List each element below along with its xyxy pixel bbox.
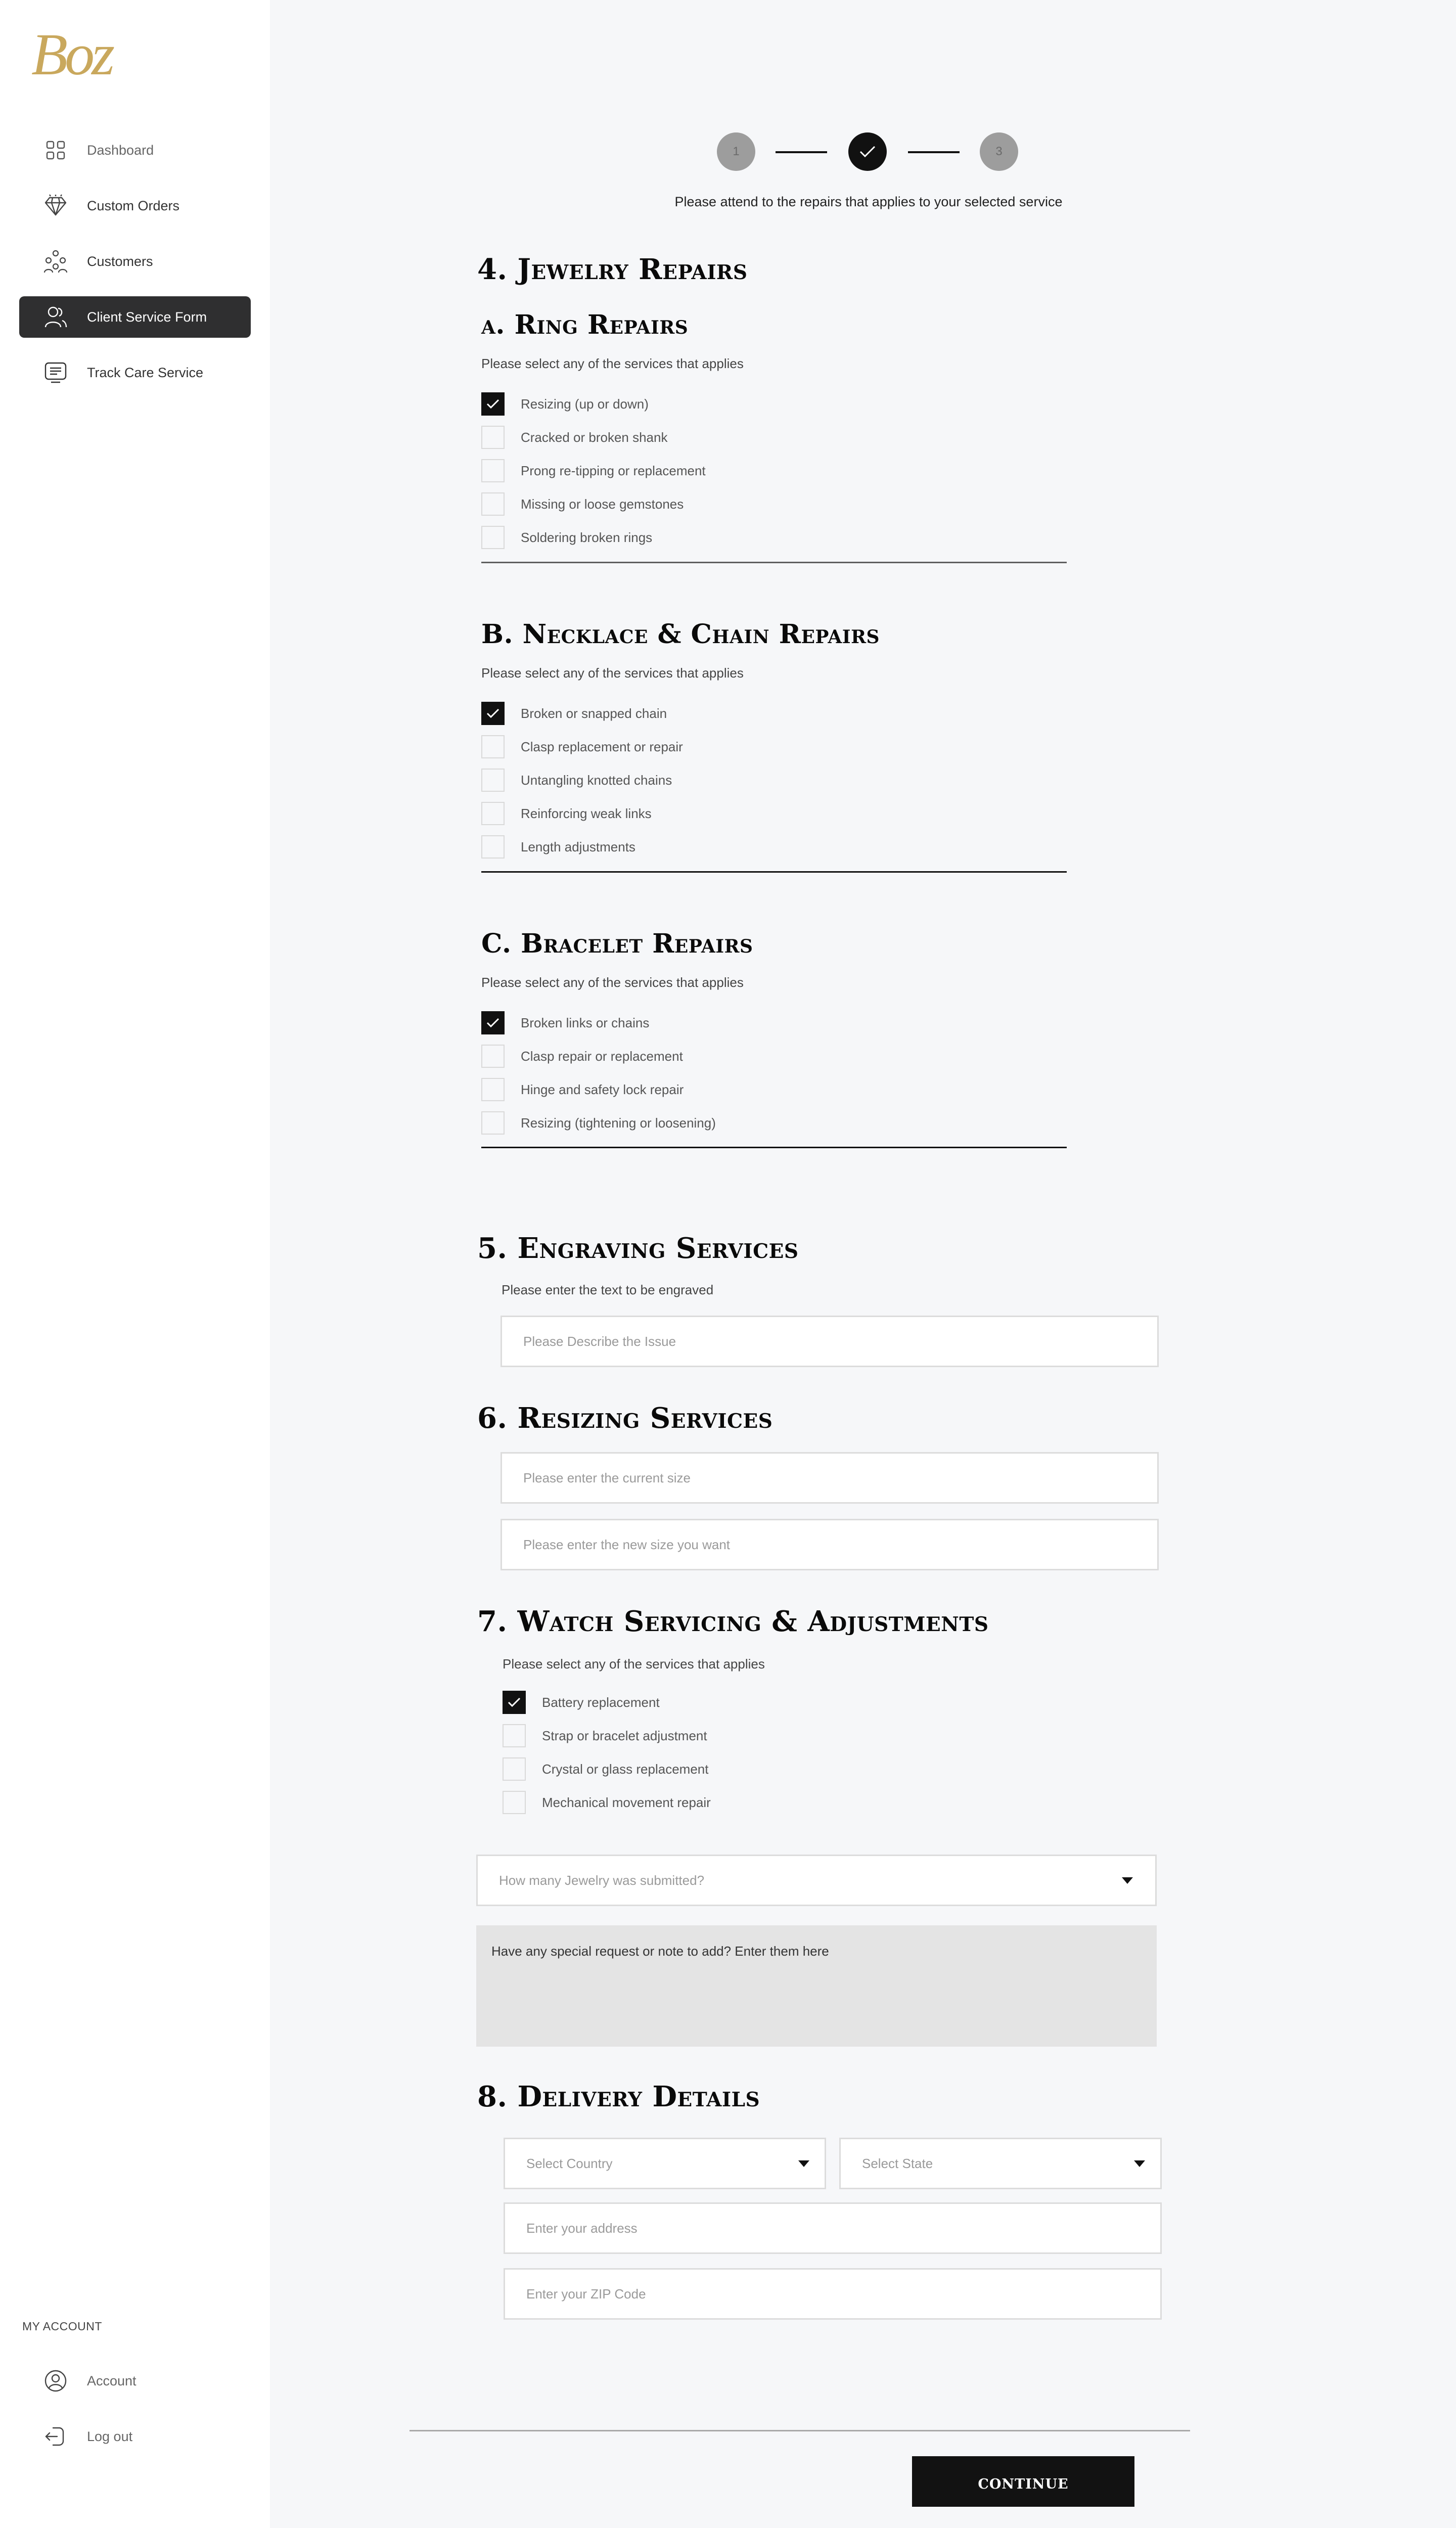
input-placeholder: Please enter the new size you want [523,1537,731,1552]
engraving-text-input[interactable] [500,1316,1159,1367]
sidebar-item-label: Customers [87,253,153,269]
checkbox[interactable] [481,426,505,449]
progress-stepper [717,132,1018,171]
option-label: Cracked or broken shank [521,429,668,445]
select-placeholder: How many Jewelry was submitted? [499,1872,705,1888]
option-label: Clasp repair or replacement [521,1048,683,1064]
watch-option-crystal[interactable] [503,1757,708,1781]
option-label: Resizing (tightening or loosening) [521,1115,716,1131]
option-label: Prong re-tipping or replacement [521,463,706,478]
ring-option-cracked-shank[interactable] [481,426,667,449]
input-placeholder: Please Describe the Issue [523,1333,676,1349]
section-divider [481,871,1067,873]
option-label: Broken or snapped chain [521,705,667,721]
ring-option-prong[interactable] [481,459,706,482]
select-placeholder: Select Country [526,2155,613,2171]
check-icon [486,1017,500,1028]
sidebar [0,0,270,2528]
address-input[interactable] [504,2202,1162,2254]
sidebar-item-custom-orders[interactable] [19,185,251,227]
option-label: Hinge and safety lock repair [521,1081,684,1097]
new-size-input[interactable] [500,1519,1159,1570]
country-select[interactable] [504,2138,826,2189]
bracelet-repairs-subtitle: Please select any of the services that applies [481,975,744,990]
textarea-placeholder: Have any special request or note to add? Enter them here [491,1944,829,1959]
checkbox[interactable] [481,1078,505,1101]
logout-icon [41,2422,70,2451]
checkbox[interactable] [481,492,505,516]
step-connector [776,151,827,153]
sidebar-item-label: Custom Orders [87,198,180,213]
footer-divider [410,2430,1190,2431]
checkbox-checked[interactable] [481,1011,505,1034]
option-label: Battery replacement [542,1694,660,1710]
option-label: Reinforcing weak links [521,805,652,821]
option-label: Soldering broken rings [521,529,653,545]
sidebar-item-label: Account [87,2373,136,2388]
current-size-input[interactable] [500,1452,1159,1504]
option-label: Missing or loose gemstones [521,496,684,512]
step-1[interactable]: 1 [717,132,755,171]
checkbox[interactable] [503,1757,526,1781]
brand-logo[interactable] [31,21,127,87]
chevron-down-icon [1134,2160,1145,2167]
checkbox[interactable] [481,769,505,792]
necklace-option-broken-chain[interactable] [481,702,667,725]
chevron-down-icon [1122,1877,1133,1884]
checkbox[interactable] [503,1791,526,1814]
checkbox[interactable] [481,1045,505,1068]
sidebar-item-label: Log out [87,2428,133,2444]
state-select[interactable] [839,2138,1162,2189]
sidebar-item-dashboard[interactable] [19,129,251,171]
ring-option-soldering[interactable] [481,526,652,549]
step-2-complete[interactable] [848,132,887,171]
watch-option-strap[interactable] [503,1724,707,1747]
necklace-option-untangling[interactable] [481,769,672,792]
logo-text: Boz [31,21,112,87]
section-title-resizing: 6. Resizing Services [477,1402,773,1435]
sidebar-item-customers[interactable] [19,241,251,282]
option-label: Length adjustments [521,839,635,854]
watch-option-movement[interactable] [503,1791,711,1814]
option-label: Strap or bracelet adjustment [542,1728,707,1743]
necklace-option-clasp[interactable] [481,735,683,758]
option-label: Broken links or chains [521,1015,650,1030]
bracelet-option-broken-links[interactable] [481,1011,649,1034]
check-icon [486,708,500,719]
sidebar-item-track-care-service[interactable] [19,352,251,393]
checkbox[interactable] [503,1724,526,1747]
engraving-label: Please enter the text to be engraved [502,1282,714,1297]
necklace-option-reinforcing[interactable] [481,802,652,825]
step-connector [908,151,960,153]
section-title-jewelry-repairs: 4. Jewelry Repairs [477,253,748,286]
section-divider [481,1147,1067,1148]
check-icon [486,398,500,410]
option-label: Mechanical movement repair [542,1794,711,1810]
necklace-repairs-title: B. Necklace & Chain Repairs [481,619,880,650]
continue-button[interactable]: continue [912,2456,1134,2507]
checkbox[interactable] [481,1111,505,1135]
input-placeholder: Please enter the current size [523,1470,691,1485]
select-placeholder: Select State [862,2155,933,2171]
sidebar-item-logout[interactable] [19,2416,251,2457]
check-icon [859,145,876,158]
option-label: Crystal or glass replacement [542,1761,709,1777]
step-3[interactable]: 3 [980,132,1018,171]
input-placeholder: Enter your ZIP Code [526,2286,646,2301]
watch-subtitle: Please select any of the services that applies [503,1656,765,1672]
necklace-repairs-subtitle: Please select any of the services that applies [481,665,744,681]
check-icon [507,1697,521,1708]
checkbox[interactable] [481,735,505,758]
people-icon [41,247,70,276]
sidebar-item-label: Dashboard [87,142,154,158]
account-heading: MY ACCOUNT [22,2320,102,2333]
sidebar-item-label: Track Care Service [87,365,204,380]
ring-option-resizing[interactable] [481,392,649,416]
bracelet-option-resizing[interactable] [481,1111,716,1135]
watch-option-battery[interactable] [503,1691,660,1714]
bracelet-option-hinge[interactable] [481,1078,684,1101]
option-label: Untangling knotted chains [521,772,672,788]
users-icon [41,303,70,331]
bracelet-option-clasp[interactable] [481,1045,683,1068]
ring-repairs-subtitle: Please select any of the services that applies [481,356,744,371]
checkbox[interactable] [481,459,505,482]
checkbox-checked[interactable] [503,1691,526,1714]
bracelet-repairs-title: C. Bracelet Repairs [481,928,753,959]
jewelry-count-select[interactable] [476,1855,1157,1906]
checkbox-checked[interactable] [481,702,505,725]
checkbox-checked[interactable] [481,392,505,416]
ring-repairs-title: a. Ring Repairs [481,309,689,340]
section-divider [481,562,1067,563]
diamond-icon [41,192,70,220]
special-request-textarea[interactable] [476,1925,1157,2047]
sidebar-item-account[interactable] [19,2360,251,2402]
checkbox[interactable] [481,802,505,825]
checkbox[interactable] [481,835,505,859]
zip-input[interactable] [504,2268,1162,2320]
sidebar-item-label: Client Service Form [87,309,207,325]
stepper-caption: Please attend to the repairs that applies to your selected service [674,194,1063,209]
checkbox[interactable] [481,526,505,549]
option-label: Clasp replacement or repair [521,739,683,754]
input-placeholder: Enter your address [526,2220,638,2236]
monitor-icon [41,358,70,387]
chevron-down-icon [798,2160,809,2167]
sidebar-item-client-service-form[interactable] [19,296,251,338]
ring-option-gemstones[interactable] [481,492,684,516]
option-label: Resizing (up or down) [521,396,649,412]
user-circle-icon [41,2367,70,2395]
section-title-engraving: 5. Engraving Services [477,1232,799,1265]
grid-icon [41,136,70,164]
section-title-delivery: 8. Delivery Details [477,2080,760,2113]
section-title-watch-servicing: 7. Watch Servicing & Adjustments [477,1605,989,1638]
necklace-option-length[interactable] [481,835,635,859]
